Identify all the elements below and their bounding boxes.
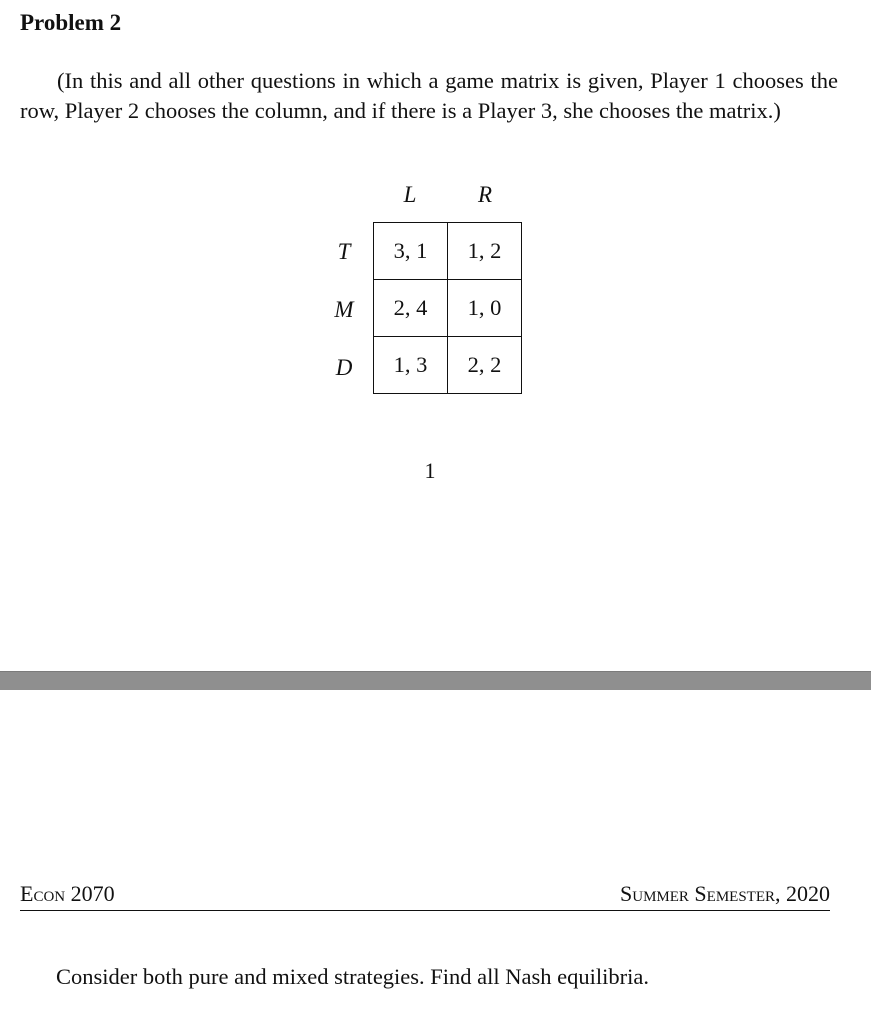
game-matrix-row-label-d: D: [335, 355, 353, 380]
payoff-cell-d-l: 1, 3: [374, 337, 448, 394]
game-matrix-row-label-t: T: [337, 239, 351, 264]
problem-title: Problem 2: [20, 10, 122, 35]
running-header-semester: Summer Semester, 2020: [620, 881, 830, 906]
game-matrix-row: [374, 337, 522, 394]
game-matrix-row: [374, 280, 522, 337]
question-text: Consider both pure and mixed strategies. Find all Nash equilibria.: [56, 964, 650, 989]
running-header-course: Econ 2070: [20, 881, 115, 906]
page-number: 1: [424, 458, 436, 483]
payoff-cell-m-r: 1, 0: [448, 280, 522, 337]
page-separator: [0, 671, 871, 690]
intro-paragraph: (In this and all other questions in which a game matrix is given, Player 1 chooses the row, Player 2 chooses the column, and if there is a Player 3, she chooses the matrix.): [20, 68, 838, 123]
game-matrix-row-label-m: M: [334, 297, 354, 322]
payoff-cell-d-r: 2, 2: [448, 337, 522, 394]
game-matrix: [373, 222, 522, 394]
payoff-cell-t-r: 1, 2: [448, 223, 522, 280]
header-rule: [20, 910, 830, 911]
game-matrix-column-label-r: R: [477, 182, 493, 207]
game-matrix-column-label-l: L: [403, 182, 417, 207]
game-matrix-row: [374, 223, 522, 280]
payoff-cell-m-l: 2, 4: [374, 280, 448, 337]
payoff-cell-t-l: 3, 1: [374, 223, 448, 280]
